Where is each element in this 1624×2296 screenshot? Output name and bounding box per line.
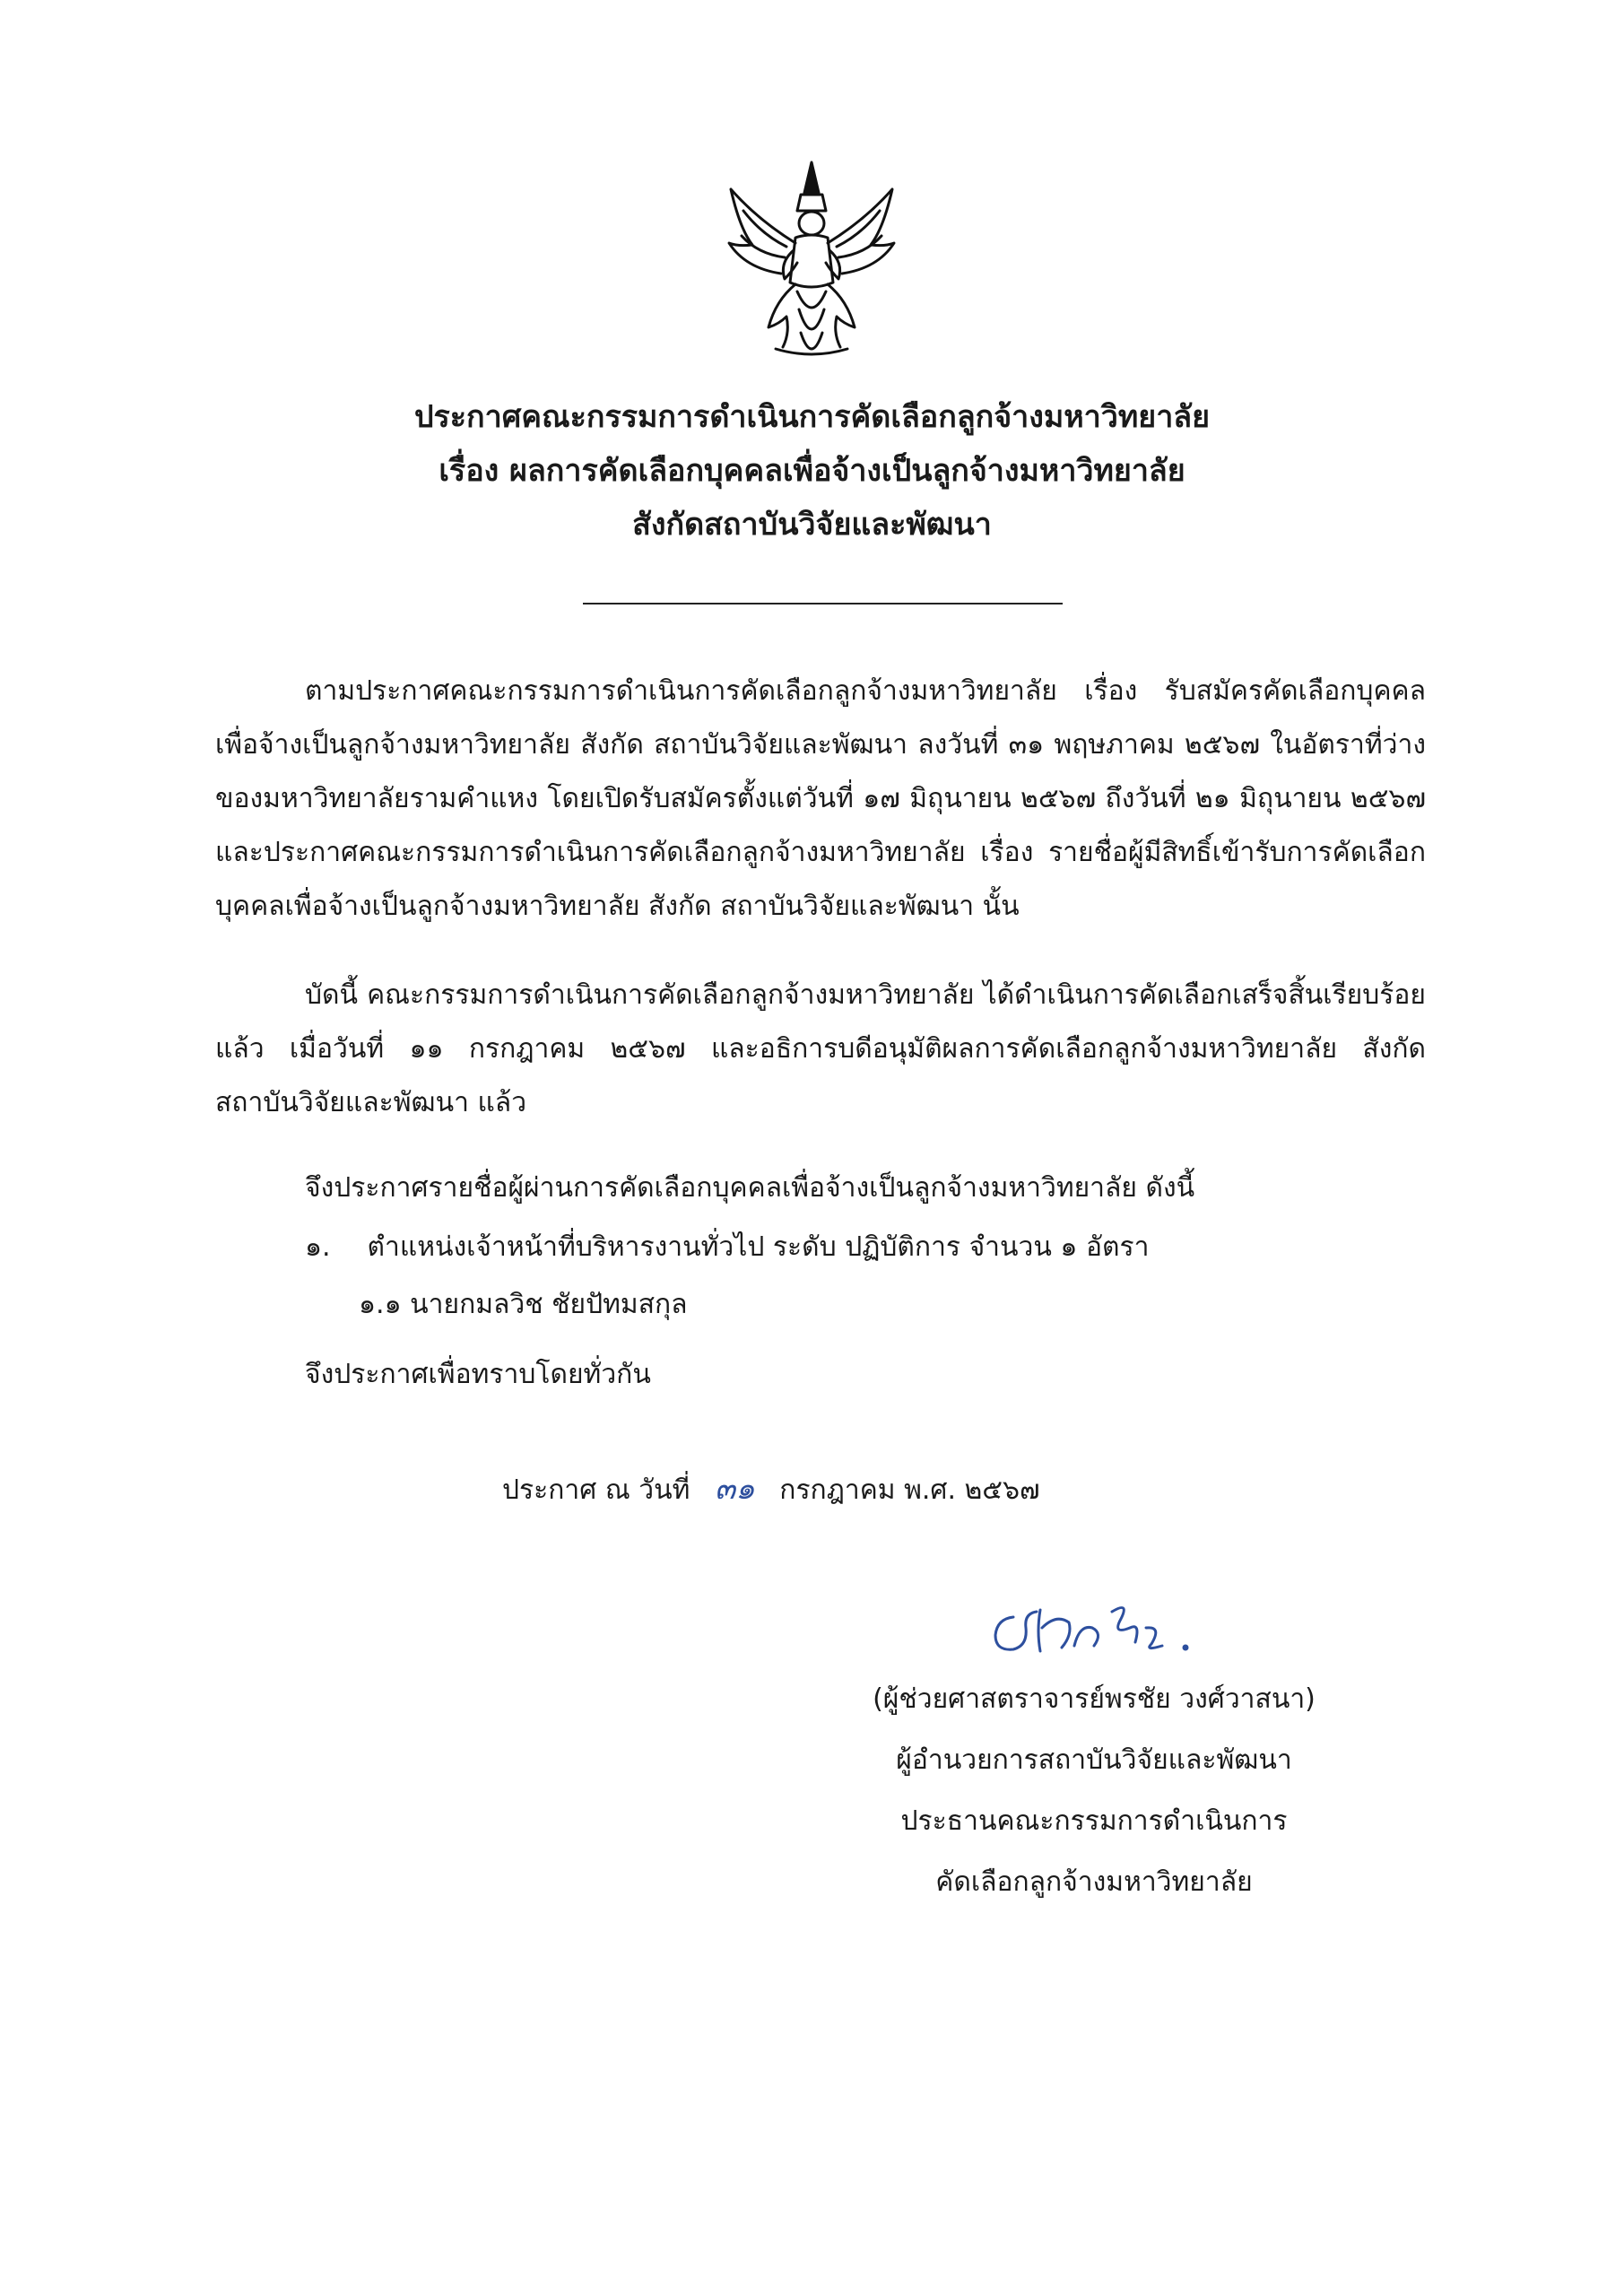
title-divider [583, 603, 1063, 604]
closing-line: จึงประกาศเพื่อทราบโดยทั่วกัน [305, 1359, 651, 1390]
announcement-line: จึงประกาศรายชื่อผู้ผ่านการคัดเลือกบุคคลเพื่อจ้างเป็นลูกจ้างมหาวิทยาลัย ดังนี้ [305, 1172, 1195, 1204]
announcement-date [502, 1466, 1040, 1513]
body-paragraph-1: ตามประกาศคณะกรรมการดำเนินการคัดเลือกลูกจ้างมหาวิทยาลัย เรื่อง รับสมัครคัดเลือกบุคคลเพื่อจ้างเป็นลูกจ้างมหาวิทยาลัย สังกัด สถาบันวิจัยและพัฒนา ลงวันที่ ๓๑ พฤษภาคม ๒๕๖๗ ในอัตราที่ว่างของมหาวิทยาลัยรามคำแหง โดยเปิดรับสมัครตั้งแต่วันที่ ๑๗ มิถุนายน ๒๕๖๗ ถึงวันที่ ๒๑ มิถุนายน ๒๕๖๗ และประกาศคณะกรรมการดำเนินการคัดเลือกลูกจ้างมหาวิทยาลัย เรื่อง รายชื่อผู้มีสิทธิ์เข้ารับการคัดเลือกบุคคลเพื่อจ้างเป็นลูกจ้างมหาวิทยาลัย สังกัด สถาบันวิจัยและพัฒนา นั้น [215, 675, 1426, 922]
candidate-item-1-1: ๑.๑ นายกมลวิช ชัยปัทมสกุล [359, 1289, 688, 1320]
handwritten-signature [986, 1592, 1202, 1673]
position-item-number: ๑. [305, 1231, 331, 1263]
date-prefix: ประกาศ ณ วันที่ [502, 1474, 690, 1506]
signer-position-3: คัดเลือกลูกจ้างมหาวิทยาลัย [935, 1866, 1253, 1898]
body-paragraph-2: บัดนี้ คณะกรรมการดำเนินการคัดเลือกลูกจ้างมหาวิทยาลัย ได้ดำเนินการคัดเลือกเสร็จสิ้นเรียบร้อยแล้ว เมื่อวันที่ ๑๑ กรกฎาคม ๒๕๖๗ และอธิการบดีอนุมัติผลการคัดเลือกลูกจ้างมหาวิทยาลัย สังกัด สถาบันวิจัยและพัฒนา แล้ว [215, 979, 1426, 1118]
date-suffix: กรกฎาคม พ.ศ. ๒๕๖๗ [779, 1474, 1040, 1506]
garuda-emblem-icon [722, 157, 901, 368]
document-title-line-1: ประกาศคณะกรรมการดำเนินการคัดเลือกลูกจ้างมหาวิทยาลัย [413, 399, 1211, 435]
document-title-line-2: เรื่อง ผลการคัดเลือกบุคคลเพื่อจ้างเป็นลูกจ้างมหาวิทยาลัย [439, 453, 1185, 489]
date-day-handwritten: ๓๑ [714, 1471, 755, 1507]
signer-position-2: ประธานคณะกรรมการดำเนินการ [900, 1805, 1288, 1837]
signer-position-1: ผู้อำนวยการสถาบันวิจัยและพัฒนา [896, 1744, 1292, 1776]
position-item-1 [305, 1225, 1149, 1270]
position-item-text: ตำแหน่งเจ้าหน้าที่บริหารงานทั่วไป ระดับ ปฏิบัติการ จำนวน ๑ อัตรา [367, 1231, 1150, 1263]
signer-name: (ผู้ช่วยศาสตราจารย์พรชัย วงศ์วาสนา) [873, 1683, 1316, 1715]
document-title-line-3: สังกัดสถาบันวิจัยและพัฒนา [632, 507, 992, 543]
